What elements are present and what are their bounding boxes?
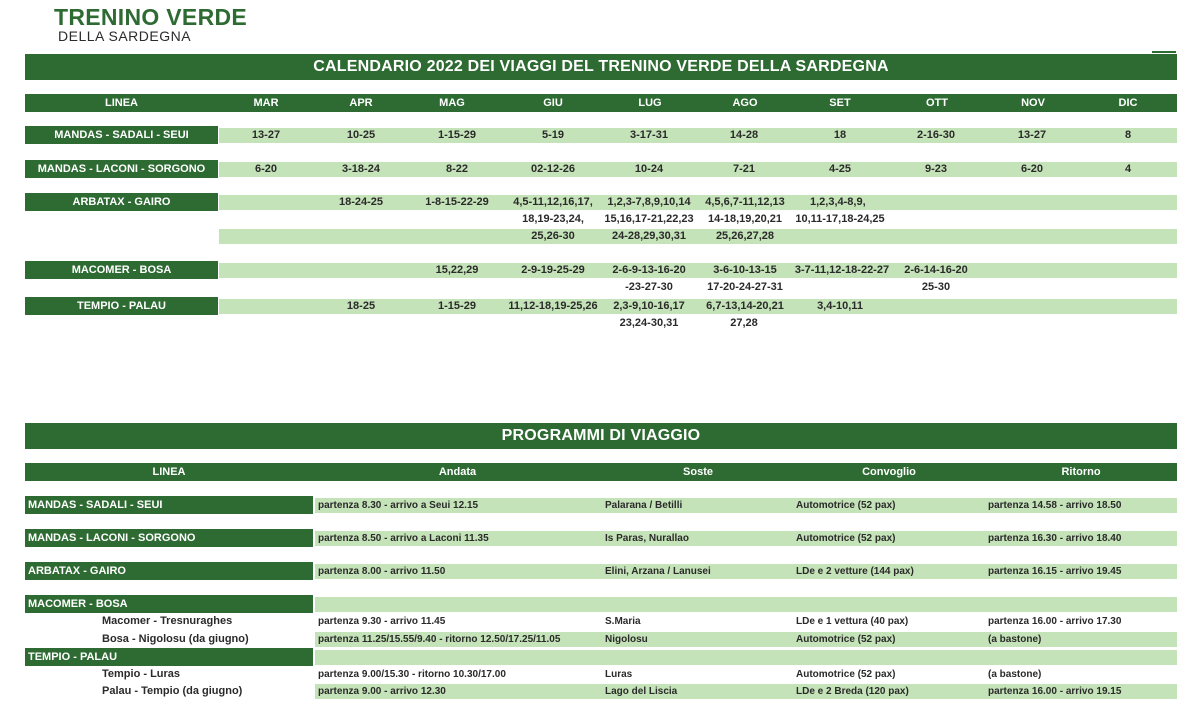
- calendar-col-mar: MAR: [253, 97, 279, 109]
- programmi-convoglio: LDe e 2 vetture (144 pax): [796, 566, 914, 577]
- calendar-cell: 3-18-24: [342, 163, 380, 175]
- calendar-cell: 25-30: [921, 281, 951, 293]
- programmi-convoglio: Automotrice (52 pax): [796, 500, 896, 511]
- programmi-convoglio: Automotrice (52 pax): [796, 634, 896, 645]
- programmi-ritorno: partenza 16.15 - arrivo 19.45: [988, 566, 1122, 577]
- programmi-soste: Nigolosu: [605, 634, 648, 645]
- calendar-line-label: TEMPIO - PALAU: [25, 297, 218, 315]
- programmi-andata: partenza 8.50 - arrivo a Laconi 11.35: [318, 533, 489, 544]
- programmi-soste: Lago del Liscia: [605, 686, 678, 697]
- calendar-cell: 7-21: [732, 163, 756, 175]
- programmi-ritorno: partenza 16.00 - arrivo 19.15: [988, 686, 1122, 697]
- programmi-andata: partenza 9.00 - arrivo 12.30: [318, 686, 446, 697]
- calendar-cell: 5-19: [541, 129, 565, 141]
- calendar-cell: 18-25: [346, 300, 376, 312]
- calendar-cell: 24-28,29,30,31: [611, 230, 686, 242]
- calendar-col-ott: OTT: [926, 97, 948, 109]
- programmi-convoglio: Automotrice (52 pax): [796, 669, 896, 680]
- calendar-cell: 11,12-18,19-25,26: [508, 300, 598, 312]
- programmi-col-ritorno: Ritorno: [1061, 466, 1101, 478]
- calendar-cell: 13-27: [251, 129, 281, 141]
- programmi-route: Tempio - Luras: [102, 668, 181, 680]
- calendar-col-linea: LINEA: [105, 97, 138, 109]
- calendar-col-mag: MAG: [439, 97, 465, 109]
- programmi-andata: partenza 8.30 - arrivo a Seui 12.15: [318, 500, 479, 511]
- calendar-col-lug: LUG: [638, 97, 662, 109]
- programmi-line-label: MANDAS - SADALI - SEUI: [25, 496, 313, 514]
- calendar-cell: 4,5,6,7-11,12,13: [705, 196, 785, 208]
- programmi-convoglio: Automotrice (52 pax): [796, 533, 896, 544]
- programmi-ritorno: (a bastone): [988, 634, 1042, 645]
- calendar-title: CALENDARIO 2022 DEI VIAGGI DEL TRENINO VERDE DELLA SARDEGNA: [25, 54, 1177, 80]
- calendar-cell: 27,28: [730, 317, 758, 329]
- calendar-cell: 02-12-26: [530, 163, 576, 175]
- corner-accent: [1152, 51, 1176, 53]
- programmi-col-andata: Andata: [438, 466, 477, 478]
- calendar-header-row: [25, 94, 1177, 112]
- calendar-cell: 18-24-25: [338, 196, 384, 208]
- calendar-cell: 4-25: [828, 163, 852, 175]
- calendar-cell: 6,7-13,14-20,21: [706, 300, 784, 312]
- calendar-cell: 6-20: [1020, 163, 1044, 175]
- calendar-cell: 13-27: [1017, 129, 1047, 141]
- calendar-line-label: MANDAS - LACONI - SORGONO: [25, 160, 218, 178]
- calendar-cell: 4,5-11,12,16,17,: [513, 196, 593, 208]
- calendar-cell: 2,3-9,10-16,17: [613, 300, 685, 312]
- calendar-cell: 9-23: [924, 163, 948, 175]
- calendar-cell: 14-18,19,20,21: [707, 213, 782, 225]
- calendar-cell: 25,26-30: [531, 230, 575, 242]
- programmi-soste: Elini, Arzana / Lanusei: [605, 566, 711, 577]
- calendar-cell: 8: [1124, 129, 1132, 141]
- programmi-route: Bosa - Nigolosu (da giugno): [102, 633, 249, 645]
- calendar-cell: 10-24: [634, 163, 664, 175]
- programmi-ritorno: (a bastone): [988, 669, 1042, 680]
- calendar-cell: 25,26,27,28: [715, 230, 775, 242]
- programmi-convoglio: LDe e 1 vettura (40 pax): [796, 616, 909, 627]
- calendar-col-apr: APR: [349, 97, 373, 109]
- programmi-andata: partenza 8.00 - arrivo 11.50: [318, 566, 446, 577]
- calendar-cell: 18: [833, 129, 847, 141]
- calendar-cell: 15,22,29: [435, 264, 479, 276]
- calendar-cell: 8-22: [445, 163, 469, 175]
- programmi-line-label: ARBATAX - GAIRO: [25, 562, 313, 580]
- logo-title: TRENINO VERDE: [54, 4, 248, 30]
- programmi-soste: Is Paras, Nurallao: [605, 533, 689, 544]
- programmi-soste: S.Maria: [605, 616, 641, 627]
- programmi-line-label: MACOMER - BOSA: [25, 595, 313, 613]
- calendar-cell: 6-20: [254, 163, 278, 175]
- calendar-cell: 2-6-14-16-20: [904, 264, 968, 276]
- programmi-soste: Luras: [605, 669, 633, 680]
- calendar-cell: 1-15-29: [438, 300, 476, 312]
- programmi-row-band: [315, 650, 1177, 665]
- calendar-cell: 3-17-31: [630, 129, 668, 141]
- calendar-cell: 1-8-15-22-29: [425, 196, 489, 208]
- calendar-col-set: SET: [829, 97, 851, 109]
- calendar-line-label: MANDAS - SADALI - SEUI: [25, 126, 218, 144]
- programmi-route: Macomer - Tresnuraghes: [102, 615, 233, 627]
- calendar-cell: 17-20-24-27-31: [707, 281, 783, 293]
- calendar-cell: 3-6-10-13-15: [713, 264, 777, 276]
- programmi-col-soste: Soste: [683, 466, 713, 478]
- calendar-cell: 14-28: [729, 129, 759, 141]
- calendar-cell: 15,16,17-21,22,23: [604, 213, 694, 225]
- calendar-cell: 18,19-23,24,: [522, 213, 584, 225]
- calendar-cell: 4: [1124, 163, 1132, 175]
- calendar-cell: 2-6-9-13-16-20: [612, 264, 686, 276]
- calendar-col-dic: DIC: [1118, 97, 1138, 109]
- calendar-cell: 10-25: [346, 129, 376, 141]
- programmi-soste: Palarana / Betilli: [605, 500, 683, 511]
- programmi-line-label: TEMPIO - PALAU: [25, 648, 313, 666]
- calendar-cell: 3-7-11,12-18-22-27: [794, 264, 890, 276]
- programmi-andata: partenza 9.00/15.30 - ritorno 10.30/17.00: [318, 669, 506, 680]
- programmi-row-band: [315, 597, 1177, 612]
- calendar-line-label: MACOMER - BOSA: [25, 261, 218, 279]
- calendar-col-ago: AGO: [732, 97, 758, 109]
- programmi-line-label: MANDAS - LACONI - SORGONO: [25, 529, 313, 547]
- programmi-title: PROGRAMMI DI VIAGGIO: [25, 423, 1177, 449]
- programmi-route: Palau - Tempio (da giugno): [102, 685, 243, 697]
- calendar-cell: 1,2,3,4-8,9,: [810, 196, 866, 208]
- calendar-cell: 1-15-29: [438, 129, 476, 141]
- programmi-col-convoglio: Convoglio: [862, 466, 916, 478]
- calendar-cell: 3,4-10,11: [817, 300, 863, 312]
- programmi-andata: partenza 9.30 - arrivo 11.45: [318, 616, 446, 627]
- calendar-cell: 1,2,3-7,8,9,10,14: [607, 196, 691, 208]
- programmi-header-row: [25, 463, 1177, 481]
- calendar-cell: 23,24-30,31: [619, 317, 679, 329]
- calendar-cell: -23-27-30: [625, 281, 673, 293]
- calendar-col-giu: GIU: [543, 97, 563, 109]
- calendar-cell: 2-16-30: [917, 129, 955, 141]
- logo-subtitle: DELLA SARDEGNA: [58, 28, 192, 44]
- programmi-ritorno: partenza 16.30 - arrivo 18.40: [988, 533, 1122, 544]
- programmi-convoglio: LDe e 2 Breda (120 pax): [796, 686, 909, 697]
- programmi-col-linea: LINEA: [152, 466, 186, 478]
- programmi-ritorno: partenza 14.58 - arrivo 18.50: [988, 500, 1122, 511]
- calendar-cell: 2-9-19-25-29: [521, 264, 585, 276]
- calendar-col-nov: NOV: [1021, 97, 1045, 109]
- calendar-line-label: ARBATAX - GAIRO: [25, 193, 218, 211]
- programmi-ritorno: partenza 16.00 - arrivo 17.30: [988, 616, 1122, 627]
- calendar-cell: 10,11-17,18-24,25: [795, 213, 885, 225]
- programmi-andata: partenza 11.25/15.55/9.40 - ritorno 12.50/17.25/11.05: [318, 634, 561, 645]
